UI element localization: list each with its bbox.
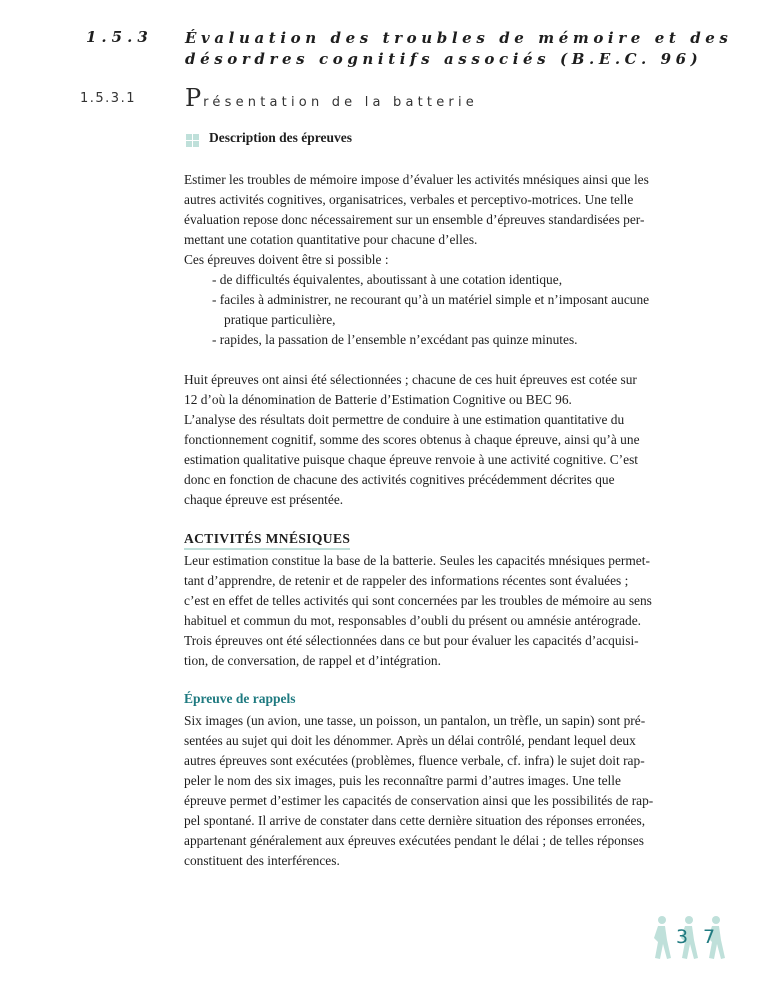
section-title — [185, 28, 745, 70]
selection-paragraph — [184, 370, 696, 510]
intro-paragraph — [184, 170, 696, 350]
list-item: - de difficultés équivalentes, aboutissant à une cotation identique, — [212, 272, 563, 287]
section-number: 1.5.3 — [86, 28, 153, 46]
text-line: Huit épreuves ont ainsi été sélectionnées ; chacune de ces huit épreuves est cotée sur — [184, 372, 637, 387]
text-line: Six images (un avion, une tasse, un poisson, un pantalon, un trèfle, un sapin) sont pré- — [184, 713, 646, 728]
list-item-continuation: pratique particulière, — [224, 312, 336, 327]
text-line: habituel et commun du mot, responsables d’oubli du présent ou amnésie antérograde. — [184, 613, 642, 628]
text-line: pel spontané. Il arrive de constater dans cette dernière situation des réponses erronées, — [184, 813, 646, 828]
text-line: appartenant généralement aux épreuves exécutées pendant le délai ; de telles réponses — [184, 833, 644, 848]
description-heading: Description des épreuves — [209, 130, 352, 145]
walking-figures-icon — [648, 914, 734, 964]
text-line: L’analyse des résultats doit permettre de conduire à une estimation quantitative du — [184, 412, 625, 427]
text-line: c’est en effet de telles activités qui sont concernées par les troubles de mémoire au sens — [184, 593, 652, 608]
recall-test-paragraph — [184, 711, 696, 871]
text-line: fonctionnement cognitif, somme des scores obtenus à chaque épreuve, ainsi qu’à une — [184, 432, 640, 447]
subsection-title-rest: résentation de la batterie — [203, 95, 478, 110]
text-line: autres épreuves sont exécutées (problèmes, fluence verbale, cf. infra) le sujet doit rap- — [184, 753, 645, 768]
text-line: donc en fonction de chacune des activités cognitives précédemment décrites que — [184, 472, 615, 487]
list-item: - rapides, la passation de l’ensemble n’excédant pas quinze minutes. — [212, 332, 578, 347]
four-squares-icon — [186, 134, 199, 147]
text-line: évaluation repose donc nécessairement sur un ensemble d’épreuves standardisées per- — [184, 212, 645, 227]
text-line: sentées au sujet qui doit les dénommer. Après un délai contrôlé, pendant lequel deux — [184, 733, 636, 748]
subsection-number: 1.5.3.1 — [80, 91, 136, 106]
text-line: épreuve permet d’estimer les capacités de conservation ainsi que les possibilités de rap- — [184, 793, 654, 808]
text-line: 12 d’où la dénomination de Batterie d’Estimation Cognitive ou BEC 96. — [184, 392, 572, 407]
list-item: - faciles à administrer, ne recourant qu’à un matériel simple et n’imposant aucune — [212, 292, 650, 307]
text-line: peler le nom des six images, puis les reconnaître parmi d’autres images. Une telle — [184, 773, 621, 788]
section-title-line-2: désordres cognitifs associés (B.E.C. 96) — [185, 50, 703, 68]
memory-activities-paragraph — [184, 551, 696, 671]
text-line: chaque épreuve est présentée. — [184, 492, 344, 507]
section-title-line-1: Évaluation des troubles de mémoire et des — [185, 29, 733, 47]
page-number-digit: 7 — [703, 926, 716, 948]
text-line: constituent des interférences. — [184, 853, 340, 868]
text-line: tant d’apprendre, de retenir et de rappeler des informations récentes sont évaluées ; — [184, 573, 629, 588]
subsection-title-initial: P — [185, 84, 204, 112]
text-line: mettant une cotation quantitative pour chacune d’elles. — [184, 232, 478, 247]
page-number-digit: 3 — [676, 926, 689, 948]
recall-test-heading: Épreuve de rappels — [184, 691, 296, 706]
memory-activities-heading: ACTIVITÉS MNÉSIQUES — [184, 531, 350, 550]
text-line: Ces épreuves doivent être si possible : — [184, 252, 389, 267]
page-number — [648, 914, 734, 964]
subsection-title — [185, 84, 478, 112]
text-line: Leur estimation constitue la base de la batterie. Seules les capacités mnésiques permet- — [184, 553, 650, 568]
text-line: Estimer les troubles de mémoire impose d’évaluer les activités mnésiques ainsi que les — [184, 172, 649, 187]
text-line: Trois épreuves ont été sélectionnées dans ce but pour évaluer les capacités d’acquisi- — [184, 633, 639, 648]
text-line: tion, de conversation, de rappel et d’intégration. — [184, 653, 441, 668]
text-line: autres activités cognitives, organisatrices, verbales et perceptivo-motrices. Une telle — [184, 192, 634, 207]
text-line: estimation qualitative puisque chaque épreuve renvoie à une activité cognitive. C’est — [184, 452, 639, 467]
